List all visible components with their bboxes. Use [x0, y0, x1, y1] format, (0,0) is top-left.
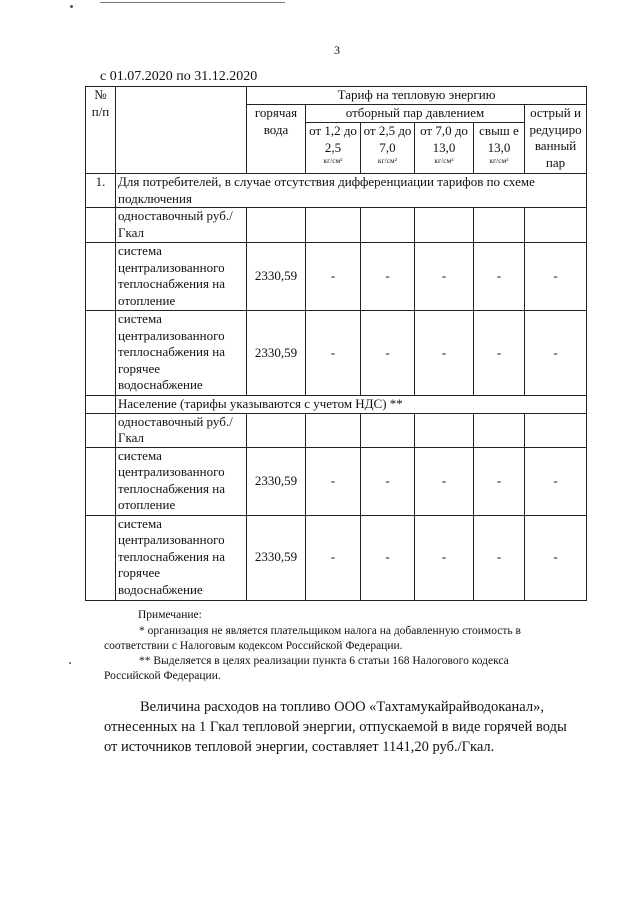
header-pressure-4: свыш е 13,0 кг/см²	[474, 123, 525, 174]
row-hot-water: система централизованного теплоснабжения на горячее водоснабжение	[116, 515, 247, 600]
unit-label: кг/см²	[323, 156, 343, 165]
row-consumers: Для потребителей, в случае отсутствия дифференциации тарифов по схеме подключения	[116, 174, 587, 208]
unit-label: кг/см²	[434, 156, 454, 165]
scan-dot	[69, 662, 71, 664]
note-2-line-1: ** Выделяется в целях реализации пункта 6 статьи 168 Налогового кодекса	[139, 655, 509, 667]
header-pressure-2: от 2,5 до 7,0 кг/см²	[361, 123, 415, 174]
value-cell: 2330,59	[247, 515, 306, 600]
value-cell: 2330,59	[247, 447, 306, 515]
notes-title: Примечание:	[138, 609, 202, 621]
value-cell: 2330,59	[247, 311, 306, 396]
header-tariff: Тариф на тепловую энергию	[247, 87, 587, 105]
row-single-rate: одноставочный руб./Гкал	[116, 413, 247, 447]
header-steam: отборный пар давлением	[306, 105, 525, 123]
period-label: с 01.07.2020 по 31.12.2020	[100, 69, 258, 84]
header-hot-water: горячая вода	[247, 105, 306, 174]
value-cell: 2330,59	[247, 243, 306, 311]
note-1-line-2: соответствии с Налоговым кодексом Российской Федерации.	[104, 640, 403, 652]
header-sharp-steam: острый и редуциро ванный пар	[525, 105, 587, 174]
header-number: № п/п	[86, 87, 116, 174]
note-1-line-1: * организация не является плательщиком налога на добавленную стоимость в	[139, 625, 521, 637]
header-blank	[116, 87, 247, 174]
unit-label: кг/см²	[489, 156, 509, 165]
scan-dot	[70, 5, 73, 8]
row-single-rate: одноставочный руб./Гкал	[116, 208, 247, 243]
header-pressure-3: от 7,0 до 13,0 кг/см²	[415, 123, 474, 174]
fuel-cost-paragraph: Величина расходов на топливо ООО «Тахтамукайрайводоканал», отнесенных на 1 Гкал тепловой энергии, отпускаемой в виде горячей воды от источников тепловой энергии, составляет 1141,20 руб./Гкал.	[104, 699, 567, 755]
row-heating: система централизованного теплоснабжения на отопление	[116, 243, 247, 311]
note-2-line-2: Российской Федерации.	[104, 670, 221, 682]
row-heating: система централизованного теплоснабжения на отопление	[116, 447, 247, 515]
page-number: 3	[334, 43, 340, 57]
row-population: Население (тарифы указываются с учетом НДС) **	[116, 396, 587, 414]
row-number: 1.	[86, 174, 116, 208]
unit-label: кг/см²	[377, 156, 398, 165]
header-pressure-1: от 1,2 до 2,5 кг/см²	[306, 123, 361, 174]
row-hot-water: система централизованного теплоснабжения на горячее водоснабжение	[116, 311, 247, 396]
header-rule	[100, 2, 285, 3]
tariff-table: № п/п Тариф на тепловую энергию горячая вода отборный пар давлением острый и редуциро ванный пар от 1,2 до 2,5 кг/см² от 2,5 до 7,0 кг/см² от 7,0 до 13,0 кг/см² свыш е 13,0 кг/см² 1. Для потребителей, в случае отсутствия дифференциации тарифов по схеме подключения одноставочный руб./Гкал система централизованного теплоснабжения на отопление 2330,59 - - - - - система централизованного теплоснабжения на горячее водоснабжение 2330,59 - - - - - Население (тарифы указываются с учетом НДС) ** одноставочный руб./Гкал система централизованного теплоснабжения на отопление 2330,59 - - - - - система централизованного теплоснабжения на горячее водоснабжение 2330,59 - - - - -	[85, 86, 587, 601]
